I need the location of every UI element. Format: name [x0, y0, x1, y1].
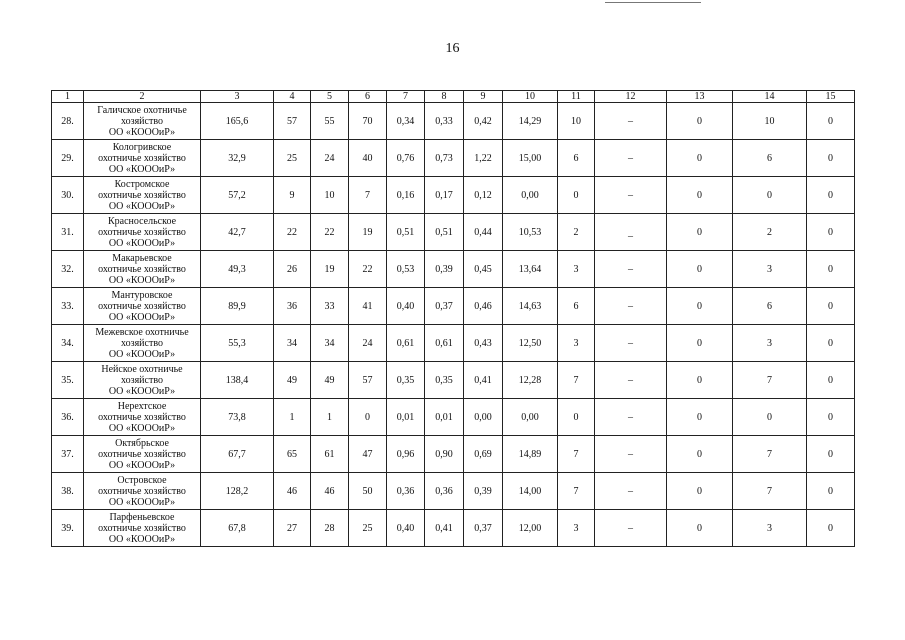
value-cell-col-4: 9: [274, 177, 311, 214]
value-cell-col-8: 0,39: [425, 251, 464, 288]
value-cell-col-13: 0: [667, 177, 733, 214]
organization-name-line: охотничье хозяйство: [98, 522, 186, 534]
organization-name-line: ОО «КОООиР»: [108, 348, 176, 360]
value-cell-col-7: 0,40: [387, 288, 425, 325]
row-number-cell: 35.: [52, 362, 84, 399]
column-header-1: 1: [52, 91, 84, 103]
organization-name-cell: [84, 325, 201, 362]
value-cell-col-12: –: [595, 473, 667, 510]
table-row: [52, 288, 855, 325]
value-cell-col-11: 3: [558, 251, 595, 288]
value-cell-col-13: 0: [667, 362, 733, 399]
value-cell-col-4: 46: [274, 473, 311, 510]
value-cell-col-3: 57,2: [201, 177, 274, 214]
organization-name-line: Макарьевское: [112, 252, 172, 264]
value-cell-col-12: –: [595, 436, 667, 473]
value-cell-col-13: 0: [667, 473, 733, 510]
value-cell-col-4: 65: [274, 436, 311, 473]
value-cell-col-13: 0: [667, 251, 733, 288]
organization-name-cell: [84, 362, 201, 399]
organization-name-line: ОО «КОООиР»: [108, 274, 176, 286]
value-cell-col-14: 6: [733, 140, 807, 177]
organization-name-line: охотничье хозяйство: [98, 448, 186, 460]
value-cell-col-15: 0: [807, 214, 855, 251]
value-cell-col-12: –: [595, 251, 667, 288]
row-number-cell: 33.: [52, 288, 84, 325]
value-cell-col-6: 50: [349, 473, 387, 510]
organization-name-line: ОО «КОООиР»: [108, 422, 176, 434]
value-cell-col-3: 55,3: [201, 325, 274, 362]
value-cell-col-14: 3: [733, 251, 807, 288]
value-cell-col-7: 0,01: [387, 399, 425, 436]
value-cell-col-8: 0,35: [425, 362, 464, 399]
column-header-3: 3: [201, 91, 274, 103]
organization-name-cell: [84, 177, 201, 214]
organization-name-line: охотничье хозяйство: [98, 300, 186, 312]
value-cell-col-8: 0,73: [425, 140, 464, 177]
organization-name-line: ОО «КОООиР»: [108, 459, 176, 471]
value-cell-col-15: 0: [807, 473, 855, 510]
value-cell-col-7: 0,40: [387, 510, 425, 547]
row-number-cell: 32.: [52, 251, 84, 288]
value-cell-col-11: 7: [558, 362, 595, 399]
value-cell-col-3: 73,8: [201, 399, 274, 436]
value-cell-col-10: 14,89: [503, 436, 558, 473]
column-header-8: 8: [425, 91, 464, 103]
value-cell-col-8: 0,36: [425, 473, 464, 510]
value-cell-col-11: 10: [558, 103, 595, 140]
row-number-cell: 34.: [52, 325, 84, 362]
table-row: [52, 436, 855, 473]
organization-name-cell: [84, 436, 201, 473]
value-cell-col-14: 6: [733, 288, 807, 325]
value-cell-col-4: 49: [274, 362, 311, 399]
value-cell-col-4: 57: [274, 103, 311, 140]
value-cell-col-11: 3: [558, 325, 595, 362]
value-cell-col-3: 49,3: [201, 251, 274, 288]
value-cell-col-12: –: [595, 510, 667, 547]
header-row: [52, 91, 855, 103]
value-cell-col-4: 22: [274, 214, 311, 251]
value-cell-col-13: 0: [667, 325, 733, 362]
value-cell-col-8: 0,90: [425, 436, 464, 473]
value-cell-col-6: 19: [349, 214, 387, 251]
value-cell-col-10: 14,29: [503, 103, 558, 140]
value-cell-col-11: 0: [558, 399, 595, 436]
value-cell-col-5: 55: [311, 103, 349, 140]
value-cell-col-10: 12,50: [503, 325, 558, 362]
organization-name-line: охотничье хозяйство: [98, 226, 186, 238]
value-cell-col-5: 61: [311, 436, 349, 473]
data-table: [51, 90, 855, 547]
column-header-15: 15: [807, 91, 855, 103]
value-cell-col-4: 34: [274, 325, 311, 362]
column-header-11: 11: [558, 91, 595, 103]
column-header-13: 13: [667, 91, 733, 103]
value-cell-col-6: 24: [349, 325, 387, 362]
organization-name-line: охотничье хозяйство: [98, 485, 186, 497]
value-cell-col-9: 0,42: [464, 103, 503, 140]
value-cell-col-11: 2: [558, 214, 595, 251]
organization-name-line: хозяйство: [121, 374, 163, 386]
value-cell-col-11: 0: [558, 177, 595, 214]
value-cell-col-6: 47: [349, 436, 387, 473]
value-cell-col-13: 0: [667, 103, 733, 140]
value-cell-col-9: 0,37: [464, 510, 503, 547]
organization-name-cell: [84, 251, 201, 288]
column-header-4: 4: [274, 91, 311, 103]
value-cell-col-7: 0,76: [387, 140, 425, 177]
value-cell-col-7: 0,96: [387, 436, 425, 473]
column-header-2: 2: [84, 91, 201, 103]
organization-name-line: охотничье хозяйство: [98, 189, 186, 201]
column-header-5: 5: [311, 91, 349, 103]
value-cell-col-5: 49: [311, 362, 349, 399]
value-cell-col-11: 7: [558, 436, 595, 473]
organization-name-line: Мантуровское: [111, 289, 173, 301]
value-cell-col-3: 67,8: [201, 510, 274, 547]
table-row: [52, 325, 855, 362]
value-cell-col-15: 0: [807, 325, 855, 362]
value-cell-col-9: 0,45: [464, 251, 503, 288]
organization-name-line: Парфеньевское: [109, 511, 175, 523]
table-row: [52, 510, 855, 547]
table-row: [52, 177, 855, 214]
value-cell-col-8: 0,41: [425, 510, 464, 547]
value-cell-col-3: 138,4: [201, 362, 274, 399]
value-cell-col-8: 0,37: [425, 288, 464, 325]
column-header-14: 14: [733, 91, 807, 103]
value-cell-col-14: 7: [733, 436, 807, 473]
value-cell-col-10: 13,64: [503, 251, 558, 288]
column-header-9: 9: [464, 91, 503, 103]
value-cell-col-3: 67,7: [201, 436, 274, 473]
organization-name-cell: [84, 473, 201, 510]
value-cell-col-10: 15,00: [503, 140, 558, 177]
value-cell-col-3: 32,9: [201, 140, 274, 177]
organization-name-line: Красносельское: [107, 215, 177, 227]
value-cell-col-12: –: [595, 288, 667, 325]
value-cell-col-12: _: [595, 214, 667, 251]
organization-name-line: Островское: [117, 474, 167, 486]
value-cell-col-15: 0: [807, 288, 855, 325]
value-cell-col-13: 0: [667, 214, 733, 251]
value-cell-col-9: 1,22: [464, 140, 503, 177]
row-number-cell: 29.: [52, 140, 84, 177]
value-cell-col-3: 89,9: [201, 288, 274, 325]
value-cell-col-6: 7: [349, 177, 387, 214]
organization-name-line: Октябрьское: [115, 437, 169, 449]
value-cell-col-14: 2: [733, 214, 807, 251]
value-cell-col-5: 10: [311, 177, 349, 214]
value-cell-col-14: 7: [733, 473, 807, 510]
organization-name-line: охотничье хозяйство: [98, 411, 186, 423]
value-cell-col-14: 3: [733, 325, 807, 362]
value-cell-col-7: 0,16: [387, 177, 425, 214]
value-cell-col-5: 46: [311, 473, 349, 510]
value-cell-col-5: 19: [311, 251, 349, 288]
value-cell-col-10: 0,00: [503, 177, 558, 214]
organization-name-line: Костромское: [114, 178, 170, 190]
value-cell-col-9: 0,69: [464, 436, 503, 473]
value-cell-col-9: 0,44: [464, 214, 503, 251]
value-cell-col-7: 0,61: [387, 325, 425, 362]
value-cell-col-7: 0,34: [387, 103, 425, 140]
value-cell-col-15: 0: [807, 510, 855, 547]
value-cell-col-9: 0,41: [464, 362, 503, 399]
organization-name-line: хозяйство: [121, 115, 163, 127]
value-cell-col-7: 0,53: [387, 251, 425, 288]
value-cell-col-6: 22: [349, 251, 387, 288]
value-cell-col-6: 57: [349, 362, 387, 399]
organization-name-line: ОО «КОООиР»: [108, 126, 176, 138]
value-cell-col-14: 10: [733, 103, 807, 140]
value-cell-col-8: 0,51: [425, 214, 464, 251]
value-cell-col-8: 0,61: [425, 325, 464, 362]
organization-name-line: ОО «КОООиР»: [108, 533, 176, 545]
value-cell-col-10: 14,00: [503, 473, 558, 510]
value-cell-col-9: 0,39: [464, 473, 503, 510]
table-row: [52, 140, 855, 177]
value-cell-col-11: 6: [558, 140, 595, 177]
value-cell-col-15: 0: [807, 436, 855, 473]
value-cell-col-15: 0: [807, 362, 855, 399]
organization-name-line: ОО «КОООиР»: [108, 496, 176, 508]
value-cell-col-9: 0,00: [464, 399, 503, 436]
value-cell-col-5: 33: [311, 288, 349, 325]
value-cell-col-6: 25: [349, 510, 387, 547]
organization-name-line: Нерехтское: [117, 400, 167, 412]
organization-name-cell: [84, 510, 201, 547]
table-row: [52, 103, 855, 140]
value-cell-col-6: 40: [349, 140, 387, 177]
value-cell-col-13: 0: [667, 288, 733, 325]
column-header-12: 12: [595, 91, 667, 103]
value-cell-col-9: 0,12: [464, 177, 503, 214]
value-cell-col-8: 0,17: [425, 177, 464, 214]
value-cell-col-12: –: [595, 399, 667, 436]
value-cell-col-14: 3: [733, 510, 807, 547]
top-rule: [605, 2, 701, 3]
value-cell-col-11: 6: [558, 288, 595, 325]
organization-name-cell: [84, 140, 201, 177]
value-cell-col-5: 34: [311, 325, 349, 362]
value-cell-col-13: 0: [667, 399, 733, 436]
organization-name-line: Нейское охотничье: [101, 363, 183, 375]
value-cell-col-4: 36: [274, 288, 311, 325]
table-body: [52, 103, 855, 547]
value-cell-col-3: 42,7: [201, 214, 274, 251]
value-cell-col-4: 27: [274, 510, 311, 547]
organization-name-line: охотничье хозяйство: [98, 152, 186, 164]
row-number-cell: 36.: [52, 399, 84, 436]
value-cell-col-13: 0: [667, 436, 733, 473]
organization-name-cell: [84, 103, 201, 140]
value-cell-col-6: 70: [349, 103, 387, 140]
value-cell-col-10: 12,00: [503, 510, 558, 547]
value-cell-col-15: 0: [807, 103, 855, 140]
value-cell-col-10: 12,28: [503, 362, 558, 399]
column-header-10: 10: [503, 91, 558, 103]
value-cell-col-5: 22: [311, 214, 349, 251]
value-cell-col-6: 0: [349, 399, 387, 436]
organization-name-line: ОО «КОООиР»: [108, 385, 176, 397]
value-cell-col-12: –: [595, 140, 667, 177]
organization-name-line: ОО «КОООиР»: [108, 200, 176, 212]
row-number-cell: 39.: [52, 510, 84, 547]
organization-name-line: Кологривское: [112, 141, 172, 153]
value-cell-col-15: 0: [807, 399, 855, 436]
organization-name-cell: [84, 288, 201, 325]
value-cell-col-14: 0: [733, 177, 807, 214]
organization-name-cell: [84, 399, 201, 436]
row-number-cell: 28.: [52, 103, 84, 140]
organization-name-line: ОО «КОООиР»: [108, 237, 176, 249]
value-cell-col-5: 28: [311, 510, 349, 547]
organization-name-line: ОО «КОООиР»: [108, 311, 176, 323]
value-cell-col-9: 0,43: [464, 325, 503, 362]
row-number-cell: 30.: [52, 177, 84, 214]
value-cell-col-4: 26: [274, 251, 311, 288]
value-cell-col-9: 0,46: [464, 288, 503, 325]
value-cell-col-10: 14,63: [503, 288, 558, 325]
value-cell-col-7: 0,51: [387, 214, 425, 251]
table-row: [52, 251, 855, 288]
value-cell-col-3: 165,6: [201, 103, 274, 140]
table-row: [52, 362, 855, 399]
table-row: [52, 214, 855, 251]
value-cell-col-14: 0: [733, 399, 807, 436]
organization-name-line: охотничье хозяйство: [98, 263, 186, 275]
organization-name-line: Межевское охотничье: [95, 326, 189, 338]
table-row: [52, 473, 855, 510]
value-cell-col-10: 0,00: [503, 399, 558, 436]
value-cell-col-11: 3: [558, 510, 595, 547]
value-cell-col-5: 24: [311, 140, 349, 177]
organization-name-cell: [84, 214, 201, 251]
value-cell-col-13: 0: [667, 510, 733, 547]
value-cell-col-12: –: [595, 177, 667, 214]
value-cell-col-8: 0,33: [425, 103, 464, 140]
row-number-cell: 31.: [52, 214, 84, 251]
value-cell-col-10: 10,53: [503, 214, 558, 251]
organization-name-line: ОО «КОООиР»: [108, 163, 176, 175]
row-number-cell: 37.: [52, 436, 84, 473]
column-header-6: 6: [349, 91, 387, 103]
value-cell-col-3: 128,2: [201, 473, 274, 510]
row-number-cell: 38.: [52, 473, 84, 510]
value-cell-col-15: 0: [807, 140, 855, 177]
organization-name-line: Галичское охотничье: [97, 104, 187, 116]
value-cell-col-11: 7: [558, 473, 595, 510]
value-cell-col-12: –: [595, 325, 667, 362]
value-cell-col-15: 0: [807, 251, 855, 288]
page-number: 16: [445, 41, 460, 56]
value-cell-col-12: –: [595, 362, 667, 399]
value-cell-col-4: 25: [274, 140, 311, 177]
value-cell-col-14: 7: [733, 362, 807, 399]
value-cell-col-8: 0,01: [425, 399, 464, 436]
value-cell-col-7: 0,36: [387, 473, 425, 510]
value-cell-col-6: 41: [349, 288, 387, 325]
value-cell-col-13: 0: [667, 140, 733, 177]
column-header-7: 7: [387, 91, 425, 103]
table-row: [52, 399, 855, 436]
value-cell-col-12: –: [595, 103, 667, 140]
value-cell-col-7: 0,35: [387, 362, 425, 399]
organization-name-line: хозяйство: [121, 337, 163, 349]
value-cell-col-5: 1: [311, 399, 349, 436]
value-cell-col-4: 1: [274, 399, 311, 436]
value-cell-col-15: 0: [807, 177, 855, 214]
